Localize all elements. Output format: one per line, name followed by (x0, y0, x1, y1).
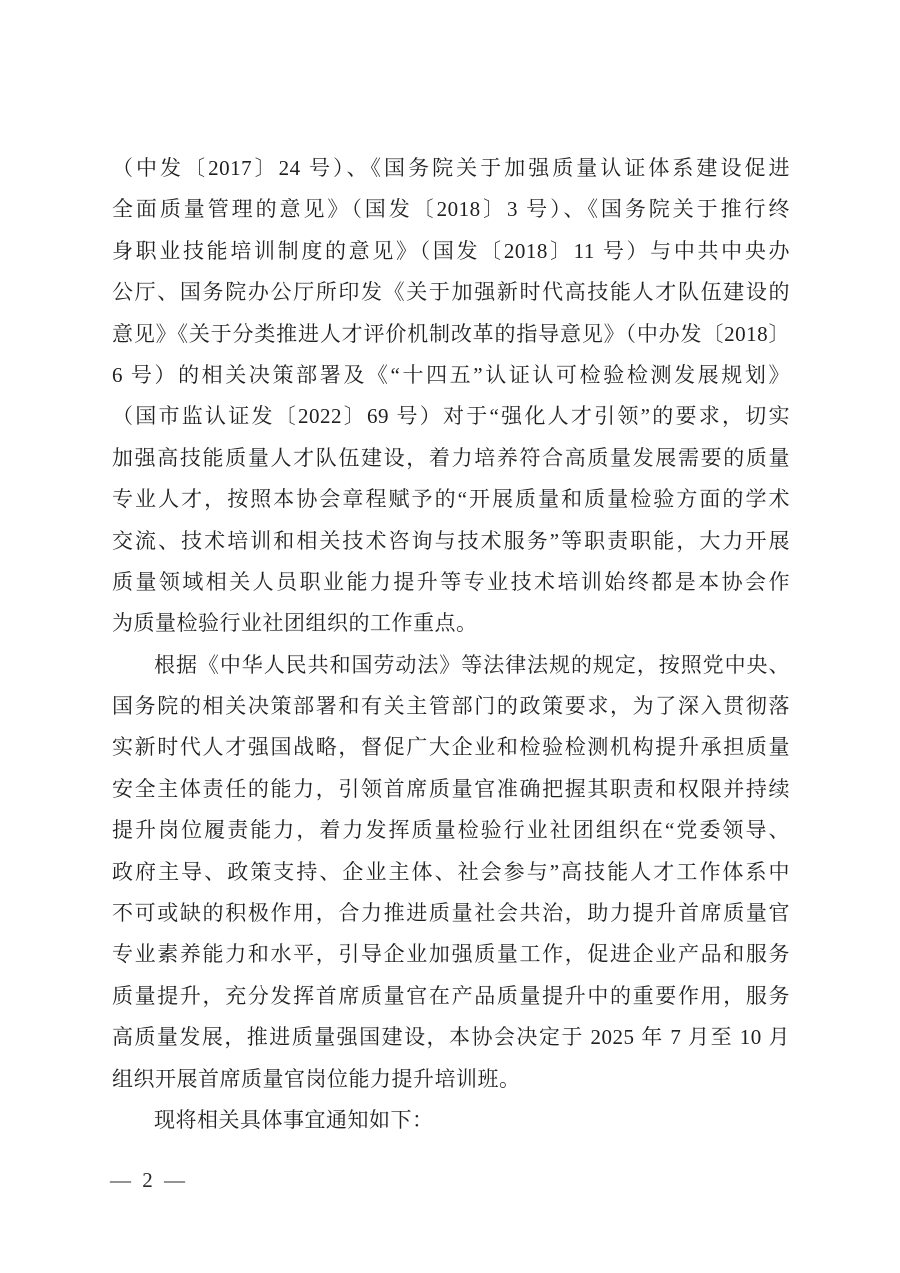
text-line: （国市监认证发〔2022〕69 号）对于“强化人才引领”的要求，切实 (112, 404, 790, 429)
text-line: 专业素养能力和水平，引导企业加强质量工作，促进企业产品和服务 (112, 942, 790, 967)
text-line: 国务院的相关决策部署和有关主管部门的政策要求，为了深入贯彻落 (112, 694, 790, 719)
page-number: — 2 — (110, 1168, 188, 1192)
text-line: 政府主导、政策支持、企业主体、社会参与”高技能人才工作体系中 (112, 859, 790, 884)
text-line: 为质量检验行业社团组织的工作重点。 (112, 611, 478, 636)
text-line: 意见》《关于分类推进人才评价机制改革的指导意见》（中办发〔2018〕 (112, 321, 790, 346)
text-line: （中发〔2017〕24 号）、《国务院关于加强质量认证体系建设促进 (112, 156, 790, 180)
text-line: 根据《中华人民共和国劳动法》等法律法规的规定，按照党中央、 (154, 652, 790, 677)
text-line: 不可或缺的积极作用，合力推进质量社会共治，助力提升首席质量官 (112, 901, 790, 926)
text-line: 身职业技能培训制度的意见》（国发〔2018〕11 号）与中共中央办 (112, 238, 790, 263)
text-line: 质量提升，充分发挥首席质量官在产品质量提升中的重要作用，服务 (112, 983, 790, 1008)
body-text (112, 148, 790, 1141)
text-line: 安全主体责任的能力，引领首席质量官准确把握其职责和权限并持续 (112, 776, 790, 801)
text-line: 实新时代人才强国战略，督促广大企业和检验检测机构提升承担质量 (112, 735, 790, 760)
text-line: 6 号）的相关决策部署及《“十四五”认证认可检验检测发展规划》 (112, 362, 790, 387)
text-line: 提升岗位履责能力，着力发挥质量检验行业社团组织在“党委领导、 (112, 818, 790, 843)
text-line: 质量领域相关人员职业能力提升等专业技术培训始终都是本协会作 (112, 569, 790, 594)
text-line: 现将相关具体事宜通知如下： (154, 1107, 434, 1132)
text-line: 公厅、国务院办公厅所印发《关于加强新时代高技能人才队伍建设的 (112, 280, 790, 305)
text-line: 全面质量管理的意见》（国发〔2018〕3 号）、《国务院关于推行终 (112, 197, 790, 222)
text-line: 组织开展首席质量官岗位能力提升培训班。 (112, 1066, 521, 1091)
text-line: 交流、技术培训和相关技术咨询与技术服务”等职责职能，大力开展 (112, 528, 790, 553)
text-line: 高质量发展，推进质量强国建设，本协会决定于 2025 年 7 月至 10 月 (112, 1025, 790, 1050)
text-line: 专业人才，按照本协会章程赋予的“开展质量和质量检验方面的学术 (112, 487, 790, 512)
text-line: 加强高技能质量人才队伍建设，着力培养符合高质量发展需要的质量 (112, 445, 790, 470)
